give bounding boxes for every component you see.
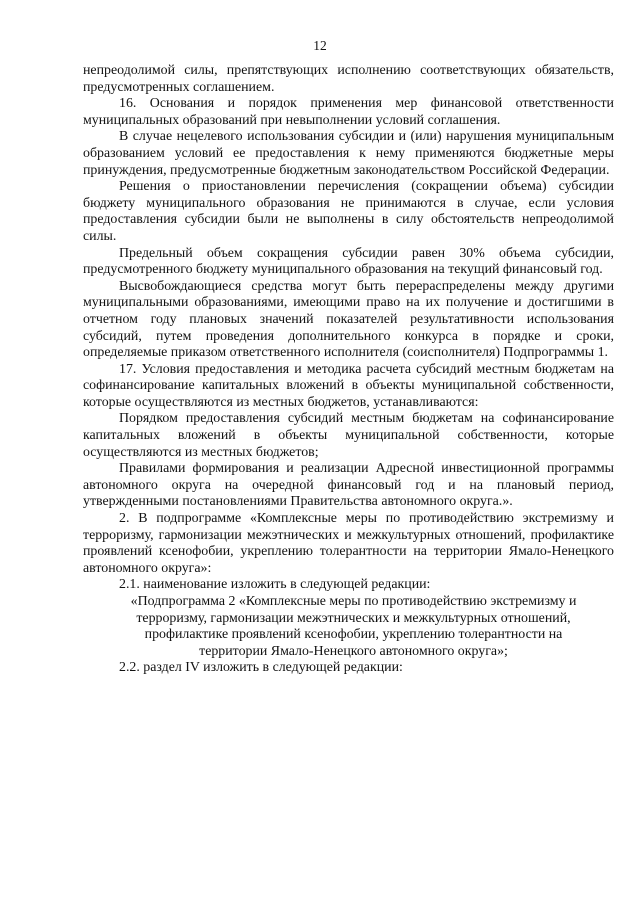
paragraph-12: 2.2. раздел IV изложить в следующей редакции: — [119, 660, 403, 676]
paragraph-2: 16. Основания и порядок применения мер финансовой ответственности муниципальных образований при невыполнении условий соглашения. — [83, 96, 614, 128]
paragraph-9: Правилами формирования и реализации Адресной инвестиционной программы автономного округа на очередной финансовый год и на плановый период, утвержденными постановлениями Правительства автономного округа.». — [83, 461, 614, 510]
paragraph-7: 17. Условия предоставления и методика расчета субсидий местным бюджетам на софинансирование капитальных вложений в объекты муниципальной собственности, которые осуществляются из местных бюджетов, устанавливаются: — [83, 361, 614, 410]
paragraph-8: Порядком предоставления субсидий местным бюджетам на софинансирование капитальных вложений в объекты муниципальной собственности, которые осуществляются из местных бюджетов; — [83, 411, 614, 460]
paragraph-3: В случае нецелевого использования субсидии и (или) нарушения муниципальным образованием условий ее предоставления к нему применяются бюджетные меры принуждения, предусмотренные бюджетным законодательством Российской Федерации. — [83, 129, 614, 178]
paragraph-6: Высвобождающиеся средства могут быть перераспределены между другими муниципальными образованиями, имеющими право на их получение и достигшими в отчетном году плановых значений показателей результативности использования субсидий, путем проведения дополнительного конкурса в порядке и сроки, определяемые приказом ответственного исполнителя (соисполнителя) Подпрограммы 1. — [83, 278, 614, 361]
paragraph-10: 2. В подпрограмме «Комплексные меры по противодействию экстремизму и терроризму, гармонизации межэтнических и межкультурных отношений, профилактике проявлений ксенофобии, укреплению толерантности на территории Ямало-Ненецкого автономного округа»: — [83, 511, 614, 576]
page-number: 12 — [313, 38, 327, 53]
paragraph-1: непреодолимой силы, препятствующих исполнению соответствующих обязательств, предусмотренных соглашением. — [83, 63, 614, 95]
document-body — [83, 63, 614, 677]
paragraph-5: Предельный объем сокращения субсидии равен 30% объема субсидии, предусмотренного бюджету муниципального образования на текущий финансовый год. — [83, 245, 614, 278]
paragraph-11: 2.1. наименование изложить в следующей редакции: — [119, 577, 431, 593]
quoted-title: «Подпрограмма 2 «Комплексные меры по противодействию экстремизму и терроризму, гармонизации межэтнических и межкультурных отношений, профилактике проявлений ксенофобии, укреплению толерантности на территории Ямало-Ненецкого автономного округа»; — [130, 594, 577, 659]
paragraph-4: Решения о приостановлении перечисления (сокращении объема) субсидии бюджету муниципального образования не принимаются в случае, если условия предоставления субсидии были не выполнены в силу обстоятельств непреодолимой силы. — [83, 179, 614, 244]
